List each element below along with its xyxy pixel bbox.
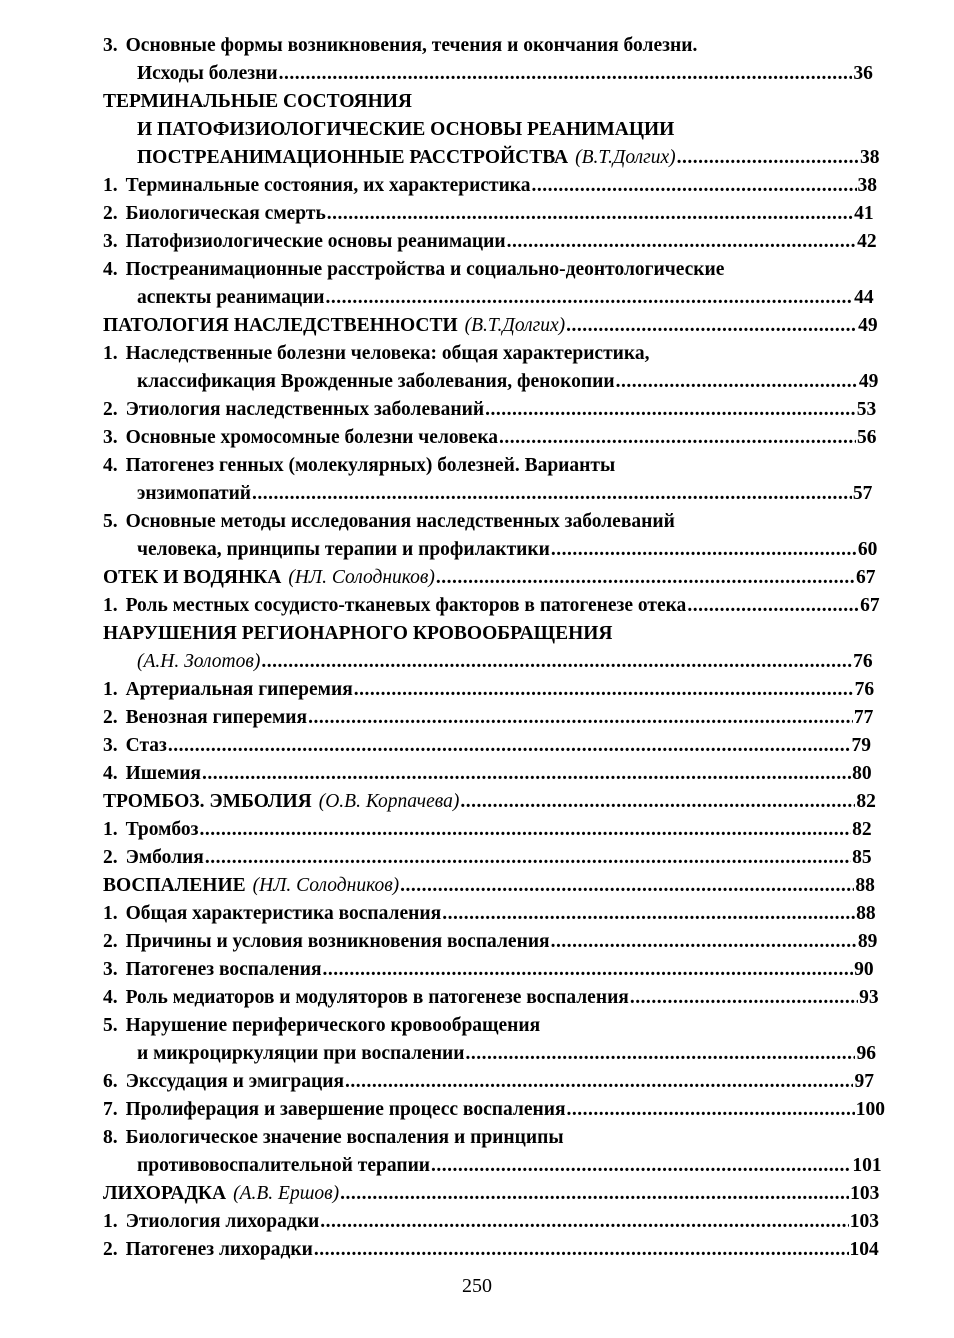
- toc-entry-title: НАРУШЕНИЯ РЕГИОНАРНОГО КРОВООБРАЩЕНИЯ: [103, 623, 613, 644]
- toc-entry-page: 88: [856, 903, 876, 924]
- toc-entry-title: ПОСТРЕАНИМАЦИОННЫЕ РАССТРОЙСТВА: [137, 147, 569, 168]
- toc-entry: [103, 228, 877, 256]
- toc-entry-number: 4.: [103, 259, 118, 280]
- toc-entry-title: Патогенез лихорадки: [125, 1239, 313, 1260]
- toc-entry-page: 77: [853, 707, 874, 728]
- toc-entry-title: Основные хромосомные болезни человека: [125, 427, 499, 448]
- toc-entry-title: Нарушение периферического кровообращения: [125, 1015, 541, 1036]
- dot-leader: [320, 1208, 848, 1236]
- toc-entry-page: 53: [856, 399, 877, 420]
- dot-leader: [261, 648, 852, 676]
- dot-leader: [460, 788, 855, 816]
- toc-entry-title: Венозная гиперемия: [125, 707, 308, 728]
- toc-entry: [103, 1040, 876, 1068]
- table-of-contents: [103, 32, 885, 1264]
- dot-leader: [442, 900, 855, 928]
- toc-entry-author: (НЛ. Солодников): [252, 875, 400, 896]
- toc-entry-page: 82: [852, 819, 872, 840]
- toc-entry-title: Пролиферация и завершение процесс воспаления: [125, 1099, 566, 1120]
- toc-entry: [103, 60, 873, 88]
- toc-entry-number: 6.: [103, 1071, 118, 1092]
- toc-entry-title: ВОСПАЛЕНИЕ: [103, 875, 246, 896]
- toc-entry-number: 2.: [103, 1239, 118, 1260]
- toc-entry-number: 3.: [103, 427, 118, 448]
- toc-entry-number: 2.: [103, 931, 118, 952]
- toc-entry: [103, 676, 875, 704]
- toc-entry: [103, 900, 876, 928]
- dot-leader: [551, 928, 857, 956]
- toc-entry-page: 42: [857, 231, 877, 252]
- toc-entry-title: Этиология наследственных заболеваний: [125, 399, 485, 420]
- toc-entry: [103, 200, 874, 228]
- toc-entry-title: И ПАТОФИЗИОЛОГИЧЕСКИЕ ОСНОВЫ РЕАНИМАЦИИ: [137, 119, 675, 140]
- dot-leader: [340, 1180, 849, 1208]
- toc-entry-page: 96: [856, 1043, 876, 1064]
- toc-entry: [103, 872, 875, 900]
- toc-entry-author: (НЛ. Солодников): [288, 567, 435, 588]
- toc-entry-number: 3.: [103, 231, 118, 252]
- toc-entry-number: 7.: [103, 1099, 118, 1120]
- toc-entry-number: 1.: [103, 1211, 118, 1232]
- dot-leader: [677, 144, 859, 172]
- toc-entry-page: 103: [850, 1183, 880, 1204]
- toc-entry-number: 4.: [103, 987, 118, 1008]
- toc-entry: [103, 648, 873, 676]
- toc-entry-number: 2.: [103, 203, 118, 224]
- dot-leader: [326, 284, 854, 312]
- toc-entry-number: 2.: [103, 399, 118, 420]
- dot-leader: [507, 228, 857, 256]
- toc-entry-title: Биологическая смерть: [125, 203, 326, 224]
- toc-entry: [103, 1012, 863, 1040]
- toc-entry: [103, 760, 872, 788]
- toc-entry: [103, 928, 878, 956]
- toc-entry: [103, 788, 876, 816]
- toc-entry-author: (О.В. Корпачева): [318, 791, 460, 812]
- toc-entry-title: Причины и условия возникновения воспаления: [125, 931, 550, 952]
- toc-entry: [103, 844, 872, 872]
- toc-entry-number: 2.: [103, 707, 118, 728]
- dot-leader: [323, 956, 854, 984]
- toc-entry-title: человека, принципы терапии и профилактики: [137, 539, 550, 560]
- toc-entry: [103, 144, 880, 172]
- toc-entry: [103, 592, 880, 620]
- toc-entry: [103, 984, 879, 1012]
- dot-leader: [436, 564, 855, 592]
- toc-entry-page: 36: [853, 63, 873, 84]
- dot-leader: [314, 1236, 849, 1264]
- toc-entry: [103, 956, 874, 984]
- dot-leader: [687, 592, 859, 620]
- dot-leader: [279, 60, 853, 88]
- toc-entry: [103, 620, 863, 648]
- dot-leader: [168, 732, 851, 760]
- toc-entry-title: противовоспалительной терапии: [137, 1155, 431, 1176]
- toc-entry-title: ОТЕК И ВОДЯНКА: [103, 567, 282, 588]
- toc-entry-number: 4.: [103, 455, 118, 476]
- toc-entry-number: 5.: [103, 511, 118, 532]
- dot-leader: [308, 704, 853, 732]
- dot-leader: [199, 816, 851, 844]
- toc-entry-page: 100: [855, 1099, 885, 1120]
- toc-entry: [103, 172, 878, 200]
- dot-leader: [252, 480, 852, 508]
- toc-entry-page: 103: [849, 1211, 879, 1232]
- toc-entry-page: 89: [857, 931, 878, 952]
- toc-entry-title: Наследственные болезни человека: общая характеристика,: [125, 343, 650, 364]
- toc-entry-page: 101: [852, 1155, 882, 1176]
- dot-leader: [354, 676, 854, 704]
- toc-entry-page: 38: [859, 147, 880, 168]
- toc-entry-title: Экссудация и эмиграция: [125, 1071, 345, 1092]
- toc-entry-title: и микроциркуляции при воспалении: [137, 1043, 465, 1064]
- toc-entry-title: Роль местных сосудисто-тканевых факторов в патогенезе отека: [125, 595, 687, 616]
- dot-leader: [345, 1068, 853, 1096]
- toc-entry: [103, 256, 863, 284]
- toc-entry-title: Терминальные состояния, их характеристика: [125, 175, 531, 196]
- toc-entry-author: (В.Т.Долгих): [464, 315, 566, 336]
- toc-entry: [103, 508, 863, 536]
- toc-entry-title: Патофизиологические основы реанимации: [125, 231, 506, 252]
- toc-entry: [103, 424, 877, 452]
- toc-entry-title: Роль медиаторов и модуляторов в патогенезе воспаления: [125, 987, 629, 1008]
- page-number: 250: [462, 1275, 492, 1297]
- toc-entry-title: Артериальная гиперемия: [125, 679, 353, 700]
- toc-entry-number: 3.: [103, 959, 118, 980]
- toc-entry-page: 76: [853, 651, 873, 672]
- toc-entry: [103, 732, 872, 760]
- toc-entry-number: 1.: [103, 679, 118, 700]
- toc-entry-page: 104: [849, 1239, 879, 1260]
- dot-leader: [485, 396, 856, 424]
- toc-entry-number: 1.: [103, 595, 118, 616]
- toc-entry-page: 82: [856, 791, 876, 812]
- toc-entry-title: Патогенез воспаления: [125, 959, 322, 980]
- toc-entry: [103, 340, 863, 368]
- toc-entry: [103, 1236, 879, 1264]
- toc-entry-page: 60: [857, 539, 878, 560]
- toc-entry: [103, 816, 872, 844]
- toc-entry: [103, 452, 863, 480]
- toc-entry-title: ТЕРМИНАЛЬНЫЕ СОСТОЯНИЯ: [103, 91, 413, 112]
- dot-leader: [616, 368, 858, 396]
- toc-entry-page: 44: [854, 287, 874, 308]
- toc-entry: [103, 88, 863, 116]
- toc-entry-number: 4.: [103, 763, 118, 784]
- toc-entry-title: Эмболия: [125, 847, 204, 868]
- toc-entry-page: 76: [854, 679, 875, 700]
- toc-entry-page: 88: [855, 875, 875, 896]
- toc-entry: [103, 1124, 863, 1152]
- dot-leader: [466, 1040, 856, 1068]
- toc-entry-page: 49: [858, 371, 879, 392]
- toc-entry: [103, 704, 874, 732]
- toc-entry-page: 41: [854, 203, 874, 224]
- dot-leader: [499, 424, 856, 452]
- toc-entry-page: 67: [860, 595, 880, 616]
- toc-entry-number: 3.: [103, 35, 118, 56]
- toc-entry-page: 97: [854, 1071, 874, 1092]
- toc-entry-title: классификация Врожденные заболевания, фенокопии: [137, 371, 615, 392]
- toc-entry-page: 56: [857, 427, 877, 448]
- toc-entry-title: Тромбоз: [125, 819, 199, 840]
- toc-entry-number: 2.: [103, 847, 118, 868]
- dot-leader: [431, 1152, 851, 1180]
- toc-entry-title: энзимопатий: [137, 483, 252, 504]
- toc-entry-page: 67: [855, 567, 876, 588]
- dot-leader: [567, 1096, 855, 1124]
- dot-leader: [566, 312, 857, 340]
- toc-entry-page: 93: [859, 987, 879, 1008]
- toc-entry: [103, 116, 863, 144]
- toc-entry: [103, 480, 873, 508]
- toc-entry: [103, 1180, 880, 1208]
- toc-entry-page: 79: [851, 735, 872, 756]
- toc-entry-title: Ишемия: [125, 763, 201, 784]
- toc-entry-title: ПАТОЛОГИЯ НАСЛЕДСТВЕННОСТИ: [103, 315, 458, 336]
- toc-entry-page: 85: [852, 847, 872, 868]
- toc-entry-title: Основные формы возникновения, течения и окончания болезни.: [125, 35, 698, 56]
- toc-entry: [103, 1096, 885, 1124]
- toc-entry: [103, 368, 879, 396]
- toc-entry: [103, 536, 878, 564]
- toc-entry-title: Биологическое значение воспаления и принципы: [125, 1127, 564, 1148]
- toc-entry: [103, 1152, 882, 1180]
- toc-entry-number: 1.: [103, 175, 118, 196]
- toc-entry-page: 80: [852, 763, 872, 784]
- toc-entry-page: 57: [852, 483, 873, 504]
- toc-entry-title: Общая характеристика воспаления: [125, 903, 442, 924]
- toc-entry-author: (А.В. Ершов): [233, 1183, 340, 1204]
- dot-leader: [327, 200, 853, 228]
- toc-entry-title: Патогенез генных (молекулярных) болезней. Варианты: [125, 455, 616, 476]
- toc-entry-page: 49: [858, 315, 878, 336]
- toc-entry-title: Исходы болезни: [137, 63, 278, 84]
- toc-entry: [103, 1208, 879, 1236]
- dot-leader: [205, 844, 851, 872]
- toc-entry-author: (В.Т.Долгих): [575, 147, 676, 168]
- toc-entry-page: 38: [857, 175, 878, 196]
- toc-entry: [103, 32, 863, 60]
- dot-leader: [400, 872, 854, 900]
- toc-entry-title: Стаз: [125, 735, 167, 756]
- toc-entry-title: аспекты реанимации: [137, 287, 325, 308]
- toc-entry-title: ТРОМБОЗ. ЭМБОЛИЯ: [103, 791, 312, 812]
- toc-entry-number: 1.: [103, 343, 118, 364]
- toc-entry: [103, 1068, 874, 1096]
- toc-entry-number: 1.: [103, 903, 118, 924]
- toc-entry-author: (А.Н. Золотов): [137, 651, 261, 672]
- toc-entry-title: Этиология лихорадки: [125, 1211, 320, 1232]
- dot-leader: [202, 760, 851, 788]
- toc-entry: [103, 284, 874, 312]
- toc-entry: [103, 312, 878, 340]
- dot-leader: [551, 536, 857, 564]
- toc-entry: [103, 396, 877, 424]
- toc-entry-number: 3.: [103, 735, 118, 756]
- toc-entry-page: 90: [854, 959, 874, 980]
- toc-entry-number: 8.: [103, 1127, 118, 1148]
- toc-entry-title: Основные методы исследования наследственных заболеваний: [125, 511, 675, 532]
- toc-entry-title: Постреанимационные расстройства и социально-деонтологические: [125, 259, 725, 280]
- toc-entry-title: ЛИХОРАДКА: [103, 1183, 227, 1204]
- toc-entry-number: 1.: [103, 819, 118, 840]
- dot-leader: [532, 172, 857, 200]
- toc-entry: [103, 564, 876, 592]
- toc-entry-number: 5.: [103, 1015, 118, 1036]
- dot-leader: [630, 984, 858, 1012]
